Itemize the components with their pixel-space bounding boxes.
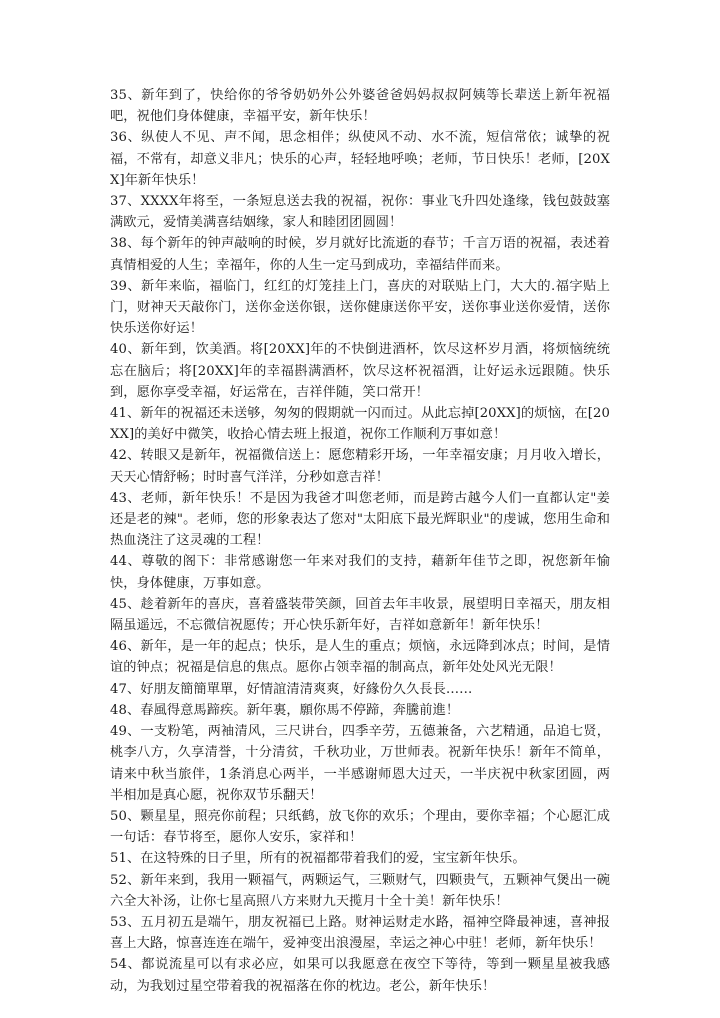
paragraph-54: 54、都说流星可以有求必应，如果可以我愿意在夜空下等待，等到一颗星星被我感动，为我划过星空带着我的祝福落在你的枕边。老公，新年快乐！ [110,957,610,994]
paragraph-44: 44、尊敬的阁下：非常感谢您一年来对我们的支持，藉新年佳节之即，祝您新年愉快，身体健康，万事如意。 [110,554,610,591]
paragraph-52: 52、新年来到，我用一颗福气，两颗运气，三颗财气，四颗贵气，五颗神气煲出一碗六全大补汤，让你七星高照八方来财九天揽月十全十美！新年快乐！ [110,872,610,909]
paragraph-40: 40、新年到，饮美酒。将[20XX]年的不快倒进酒杯，饮尽这杯岁月酒，将烦恼统统忘在脑后；将[20XX]年的幸福斟满酒杯，饮尽这杯祝福酒，让好运永远跟随。快乐到，愿你享受幸福，好运常在，吉祥伴随，笑口常开！ [110,342,610,400]
paragraph-35: 35、新年到了，快给你的爷爷奶奶外公外婆爸爸妈妈叔叔阿姨等长辈送上新年祝福吧，祝他们身体健康，幸福平安，新年快乐！ [110,88,610,125]
paragraph-53: 53、五月初五是端午，朋友祝福已上路。财神运财走水路，福神空降最神速，喜神报喜上大路，惊喜连连在端午，爱神变出浪漫屋，幸运之神心中驻！老师，新年快乐！ [110,914,610,952]
paragraph-45: 45、趁着新年的喜庆，喜着盛装带笑颜，回首去年丰收景，展望明日幸福天，朋友相隔虽遥远，不忘微信祝愿传；开心快乐新年好，吉祥如意新年！新年快乐！ [110,596,610,634]
document-page [110,85,610,997]
paragraph-37: 37、XXXX年将至，一条短息送去我的祝福，祝你：事业飞升四处逢缘，钱包鼓鼓塞满欧元，爱情美满喜结姻缘，家人和睦团团圆圆！ [110,194,610,231]
paragraph-36: 36、纵使人不见、声不闻，思念相伴；纵使风不动、水不流，短信常依；诚挚的祝福，不常有，却意义非凡；快乐的心声，轻轻地呼唤；老师，节日快乐！老师，[20XX]年新年快乐！ [110,130,610,188]
paragraph-41: 41、新年的祝福还未送够，匆匆的假期就一闪而过。从此忘掉[20XX]的烦恼，在[20XX]的美好中微笑，收拾心情去班上报道，祝你工作顺利万事如意！ [110,406,610,443]
paragraph-39: 39、新年来临，福临门，红红的灯笼挂上门，喜庆的对联贴上门，大大的.福字贴上门，财神天天敲你门，送你金送你银，送你健康送你平安，送你事业送你爱情，送你快乐送你好运！ [110,278,610,337]
paragraph-46: 46、新年，是一年的起点；快乐，是人生的重点；烦恼，永远降到冰点；时间，是情谊的钟点；祝福是信息的焦点。愿你占领幸福的制高点，新年处处风光无限！ [110,639,610,676]
paragraph-38: 38、每个新年的钟声敲响的时候，岁月就好比流逝的春节；千言万语的祝福，表述着真情相爱的人生；幸福年，你的人生一定马到成功，幸福结伴而来。 [110,236,610,273]
paragraph-49: 49、一支粉笔，两袖清风，三尺讲台，四季辛劳，五德兼备，六艺精通，品追七贤，桃李八方，久享清誉，十分清贫，千秋功业，万世师表。祝新年快乐！新年不简单，请来中秋当旅伴，1条消息心两半，一半感谢师恩大过天，一半庆祝中秋家团圆，两半相加是真心愿，祝你双节乐翻天！ [110,724,610,803]
paragraph-47: 47、好朋友簡簡單單，好情誼清清爽爽，好緣份久久長長…… [110,681,473,697]
paragraph-48: 48、春風得意馬蹄疾。新年裏，願你馬不停蹄，奔騰前進！ [110,702,460,718]
paragraph-50: 50、颗星星，照亮你前程；只纸鹤，放飞你的欢乐；个理由，要你幸福；个心愿汇成一句话：春节将至，愿你人安乐，家祥和！ [110,808,610,846]
paragraph-42: 42、转眼又是新年，祝福微信送上：愿您精彩开场，一年幸福安康；月月收入增长，天天心情舒畅；时时喜气洋洋，分秒如意吉祥！ [110,448,610,485]
paragraph-51: 51、在这特殊的日子里，所有的祝福都带着我们的爱，宝宝新年快乐。 [110,851,526,867]
paragraph-43: 43、老师，新年快乐！不是因为我爸才叫您老师，而是跨古越今人们一直都认定"姜还是老的辣"。老师，您的形象表达了您对"太阳底下最光辉职业"的虔诚，您用生命和热血浇注了这灵魂的工程！ [110,490,610,549]
